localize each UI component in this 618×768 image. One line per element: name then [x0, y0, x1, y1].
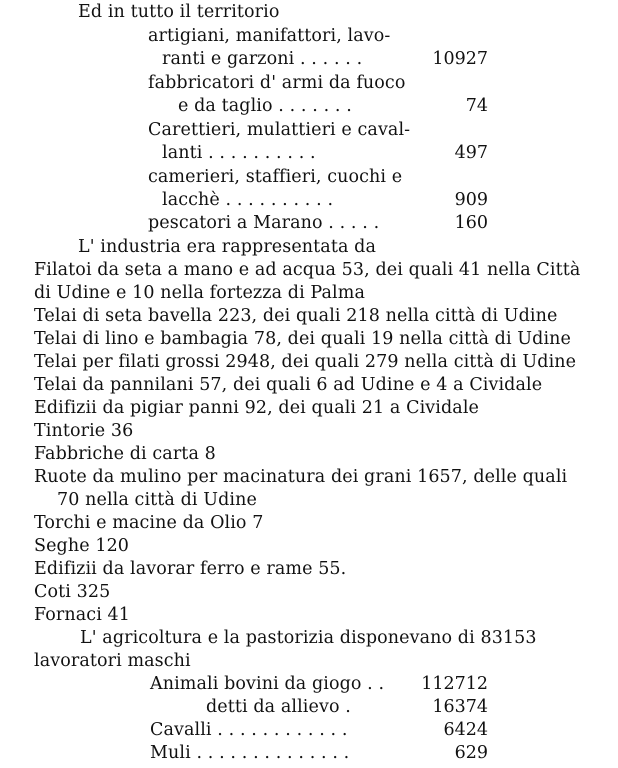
text-line: ranti e garzoni . . . . . .	[162, 49, 363, 69]
text-line: lanti . . . . . . . . . .	[162, 143, 316, 163]
text-line: e da taglio . . . . . . .	[178, 96, 352, 116]
text-line: Telai di lino e bambagia 78, dei quali 19 nella città di Udine	[34, 329, 571, 349]
text-line: artigiani, manifattori, lavo-	[148, 26, 391, 46]
text-line: Ed in tutto il territorio	[78, 2, 280, 22]
text-line: pescatori a Marano . . . . .	[148, 213, 380, 233]
text-line: detti da allievo .	[206, 697, 351, 717]
text-line: Edifizii da pigiar panni 92, dei quali 21 a Cividale	[34, 398, 479, 418]
count-value: 74	[465, 96, 488, 116]
text-line: 70 nella città di Udine	[57, 490, 257, 510]
count-value: 16374	[432, 697, 488, 717]
text-line: Filatoi da seta a mano e ad acqua 53, dei quali 41 nella Città	[34, 260, 581, 280]
text-line: Coti 325	[34, 582, 111, 602]
count-value: 629	[454, 743, 488, 763]
text-line: Telai per filati grossi 2948, dei quali 279 nella città di Udine	[34, 352, 577, 372]
count-value: 160	[454, 213, 488, 233]
text-line: Seghe 120	[34, 536, 130, 556]
text-line: Fornaci 41	[34, 605, 131, 625]
count-value: 6424	[443, 720, 488, 740]
count-value: 909	[454, 190, 488, 210]
count-value: 112712	[421, 674, 488, 694]
text-line: Telai di seta bavella 223, dei quali 218 nella città di Udine	[34, 306, 558, 326]
text-line: lacchè . . . . . . . . . .	[162, 190, 334, 210]
text-line: Animali bovini da giogo . .	[150, 674, 385, 694]
count-value: 10927	[432, 49, 488, 69]
count-value: 497	[454, 143, 488, 163]
text-line: Tintorie 36	[34, 421, 134, 441]
text-line: Fabbriche di carta 8	[34, 444, 216, 464]
text-line: Edifizii da lavorar ferro e rame 55.	[34, 559, 347, 579]
text-line: Ruote da mulino per macinatura dei grani 1657, delle quali	[34, 467, 568, 487]
text-line: Torchi e macine da Olio 7	[34, 513, 264, 533]
text-line: Muli . . . . . . . . . . . . . .	[150, 743, 350, 763]
text-line: camerieri, staffieri, cuochi e	[148, 167, 403, 187]
text-line: L' agricoltura e la pastorizia disponevano di 83153	[80, 628, 537, 648]
text-line: L' industria era rappresentata da	[78, 237, 376, 257]
text-line: Cavalli . . . . . . . . . . . .	[150, 720, 348, 740]
text-line: Telai da pannilani 57, dei quali 6 ad Udine e 4 a Cividale	[34, 375, 543, 395]
text-line: lavoratori maschi	[34, 651, 191, 671]
text-line: fabbricatori d' armi da fuoco	[148, 73, 406, 93]
text-line: Carettieri, mulattieri e caval-	[148, 120, 411, 140]
text-line: di Udine e 10 nella fortezza di Palma	[34, 283, 365, 303]
